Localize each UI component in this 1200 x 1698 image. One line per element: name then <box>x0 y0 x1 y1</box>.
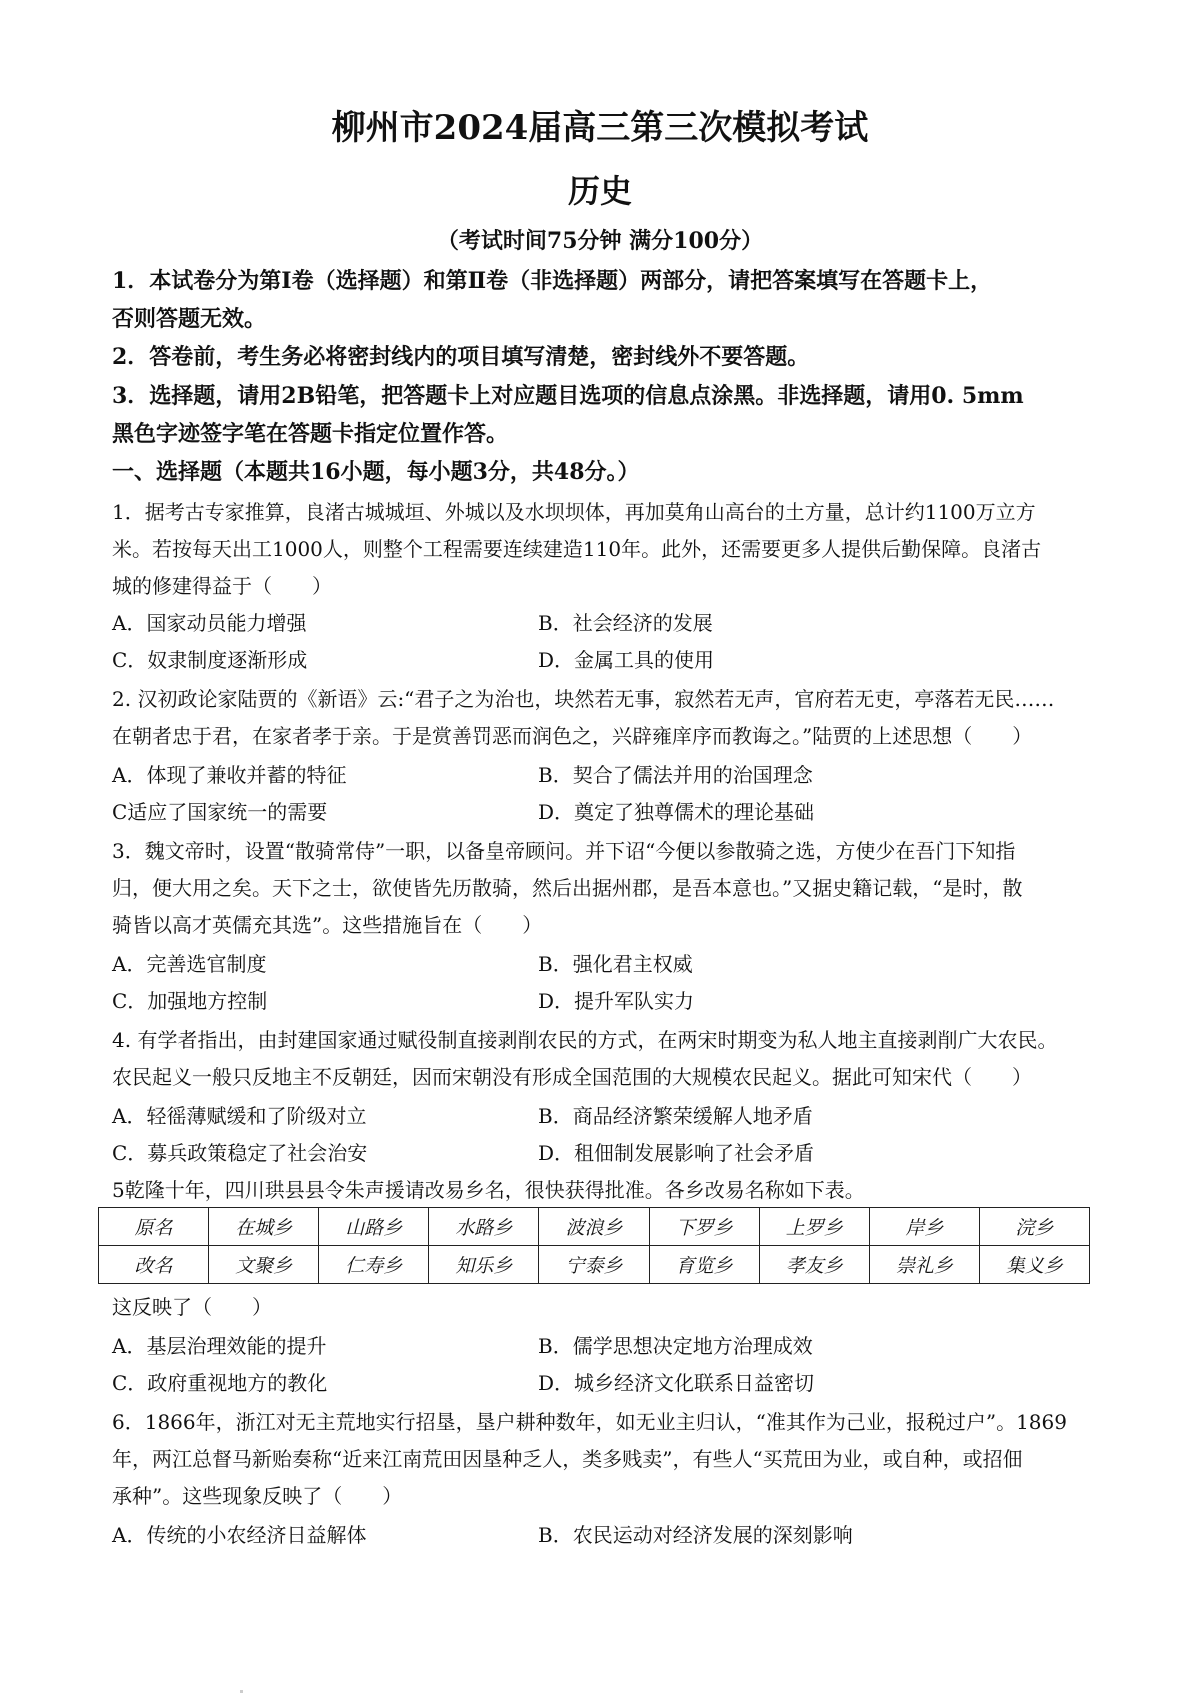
table-cell: 崇礼乡 <box>869 1246 979 1284</box>
table-cell: 宁泰乡 <box>539 1246 649 1284</box>
section-title: 一、选择题（本题共16小题，每小题3分，共48分。） <box>112 459 640 485</box>
table-cell: 浣乡 <box>979 1208 1089 1246</box>
table-cell: 仁寿乡 <box>319 1246 429 1284</box>
question-3-stem-line-3: 骑皆以高才英儒充其选”。这些措施旨在（ ） <box>112 913 543 937</box>
question-2-option-b: B．契合了儒法并用的治国理念 <box>538 763 813 787</box>
table-cell: 波浪乡 <box>539 1208 649 1246</box>
question-1-stem-line-3: 城的修建得益于（ ） <box>112 574 332 598</box>
instruction-2: 2．答卷前，考生务必将密封线内的项目填写清楚，密封线外不要答题。 <box>112 344 810 370</box>
question-4-option-c: C．募兵政策稳定了社会治安 <box>112 1141 368 1165</box>
table-cell: 原名 <box>99 1208 209 1246</box>
question-1-option-c: C．奴隶制度逐渐形成 <box>112 648 308 672</box>
table-cell: 下罗乡 <box>649 1208 759 1246</box>
question-6-option-b: B．农民运动对经济发展的深刻影响 <box>538 1523 853 1547</box>
question-1-option-a: A．国家动员能力增强 <box>112 611 307 635</box>
question-4-option-b: B．商品经济繁荣缓解人地矛盾 <box>538 1104 813 1128</box>
table-row <box>99 1208 1090 1246</box>
question-5-stem: 5乾隆十年，四川珙县县令朱声援请改易乡名，很快获得批准。各乡改易名称如下表。 <box>112 1178 865 1202</box>
question-5-option-a: A．基层治理效能的提升 <box>112 1334 327 1358</box>
question-3-stem-line-2: 归，便大用之矣。天下之士，欲使皆先历散骑，然后出据州郡，是吾本意也。”又据史籍记载，“是时，散 <box>112 876 1023 900</box>
question-4-option-a: A．轻徭薄赋缓和了阶级对立 <box>112 1104 367 1128</box>
table-cell: 育览乡 <box>649 1246 759 1284</box>
question-3-option-b: B．强化君主权威 <box>538 952 693 976</box>
table-cell: 集义乡 <box>979 1246 1089 1284</box>
question-1-option-b: B．社会经济的发展 <box>538 611 713 635</box>
instruction-3-line-2: 黑色字迹签字笔在答题卡指定位置作答。 <box>112 421 509 447</box>
subject-title: 历史 <box>567 172 632 210</box>
question-6-option-a: A．传统的小农经济日益解体 <box>112 1523 367 1547</box>
table-cell: 文聚乡 <box>209 1246 319 1284</box>
exam-info: （考试时间75分钟 满分100分） <box>436 228 764 254</box>
table-cell: 改名 <box>99 1246 209 1284</box>
exam-title: 柳州市2024届高三第三次模拟考试 <box>331 108 869 148</box>
question-1-stem-line-1: 1．据考古专家推算，良渚古城城垣、外城以及水坝坝体，再加莫角山高台的土方量，总计约1100万立方 <box>112 500 1036 524</box>
question-2-option-c: C适应了国家统一的需要 <box>112 800 328 824</box>
table-cell: 山路乡 <box>319 1208 429 1246</box>
question-4-stem-line-1: 4. 有学者指出，由封建国家通过赋役制直接剥削农民的方式，在两宋时期变为私人地主直接剥削广大农民。 <box>112 1028 1058 1052</box>
scan-speck <box>240 1690 243 1693</box>
instruction-1-line-1: 1．本试卷分为第I卷（选择题）和第Ⅱ卷（非选择题）两部分，请把答案填写在答题卡上， <box>112 268 993 294</box>
question-6-stem-line-2: 年，两江总督马新贻奏称“近来江南荒田因垦种乏人，类多贱卖”，有些人“买荒田为业，或自种，或招佃 <box>112 1447 1023 1471</box>
question-3-option-d: D．提升军队实力 <box>538 989 695 1013</box>
table-cell: 上罗乡 <box>759 1208 869 1246</box>
question-2-option-d: D．奠定了独尊儒术的理论基础 <box>538 800 815 824</box>
question-3-stem-line-1: 3．魏文帝时，设置“散骑常侍”一职，以备皇帝顾问。并下诏“今便以参散骑之选，方使少在吾门下知指 <box>112 839 1016 863</box>
table-cell: 在城乡 <box>209 1208 319 1246</box>
question-5-option-c: C．政府重视地方的教化 <box>112 1371 328 1395</box>
question-3-option-c: C．加强地方控制 <box>112 989 268 1013</box>
table-cell: 岸乡 <box>869 1208 979 1246</box>
question-5-prompt: 这反映了（ ） <box>112 1295 272 1319</box>
question-2-option-a: A．体现了兼收并蓄的特征 <box>112 763 347 787</box>
question-4-stem-line-2: 农民起义一般只反地主不反朝廷，因而宋朝没有形成全国范围的大规模农民起义。据此可知宋代（ ） <box>112 1065 1032 1089</box>
question-2-stem-line-2: 在朝者忠于君，在家者孝于亲。于是赏善罚恶而润色之，兴辟雍庠序而教诲之。”陆贾的上述思想（ ） <box>112 724 1033 748</box>
township-rename-table <box>98 1207 1090 1284</box>
question-1-stem-line-2: 米。若按每天出工1000人，则整个工程需要连续建造110年。此外，还需要更多人提供后勤保障。良渚古 <box>112 537 1042 561</box>
instruction-1-line-2: 否则答题无效。 <box>112 306 267 332</box>
table-cell: 孝友乡 <box>759 1246 869 1284</box>
question-1-option-d: D．金属工具的使用 <box>538 648 715 672</box>
table-cell: 知乐乡 <box>429 1246 539 1284</box>
question-5-option-b: B．儒学思想决定地方治理成效 <box>538 1334 813 1358</box>
question-3-option-a: A．完善选官制度 <box>112 952 267 976</box>
question-6-stem-line-3: 承种”。这些现象反映了（ ） <box>112 1484 403 1508</box>
table-cell: 水路乡 <box>429 1208 539 1246</box>
question-6-stem-line-1: 6．1866年，浙江对无主荒地实行招垦，垦户耕种数年，如无业主归认，“准其作为己业，报税过户”。1869 <box>112 1410 1067 1434</box>
question-2-stem-line-1: 2. 汉初政论家陆贾的《新语》云:“君子之为治也，块然若无事，寂然若无声，官府若无吏，亭落若无民…… <box>112 687 1055 711</box>
instruction-3-line-1: 3．选择题，请用2B铅笔，把答题卡上对应题目选项的信息点涂黑。非选择题，请用0. 5mm <box>112 383 1024 409</box>
question-4-option-d: D．租佃制发展影响了社会矛盾 <box>538 1141 815 1165</box>
table-row <box>99 1246 1090 1284</box>
question-5-option-d: D．城乡经济文化联系日益密切 <box>538 1371 815 1395</box>
